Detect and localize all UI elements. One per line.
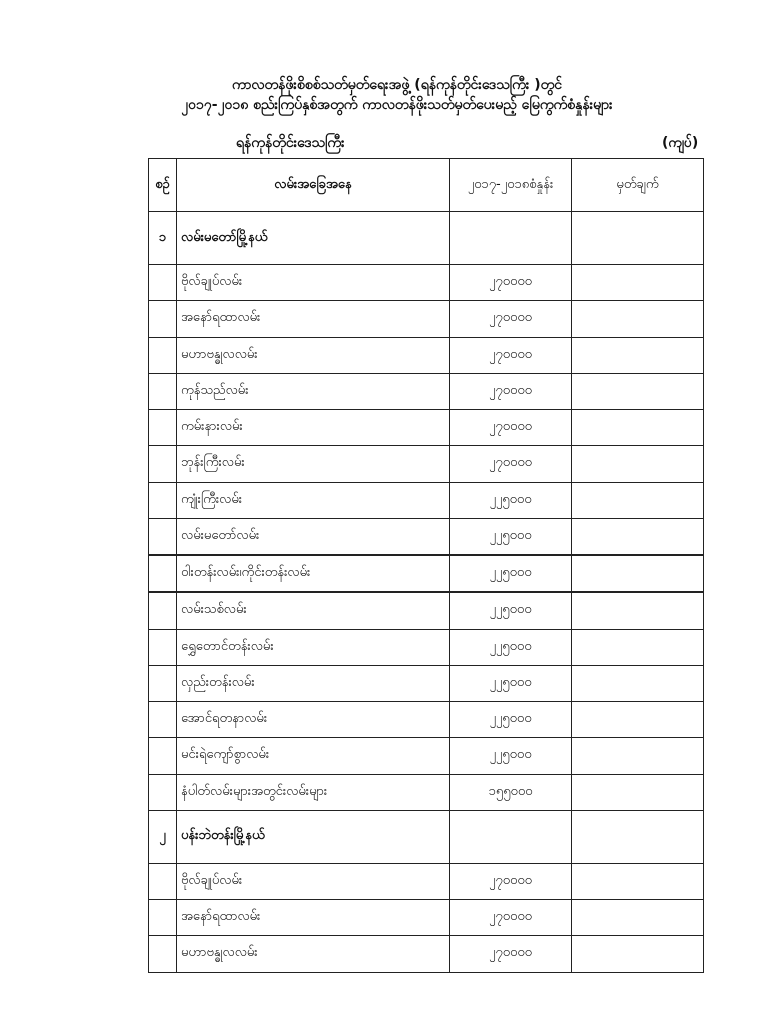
cell-rate: ၂၇၀၀၀၀: [450, 373, 572, 409]
cell-location: နံပါတ်လမ်းများအတွင်းလမ်းများ: [177, 774, 450, 810]
cell-remarks: [572, 629, 704, 665]
table-row: [149, 936, 704, 972]
table-row: [149, 373, 704, 409]
cell-serial: [149, 265, 177, 301]
table-row: [149, 446, 704, 482]
cell-serial: [149, 629, 177, 665]
cell-serial: [149, 518, 177, 555]
cell-rate: ၂၂၅၀၀၀: [450, 665, 572, 701]
cell-rate: ၂၇၀၀၀၀: [450, 337, 572, 373]
column-header-location: လမ်းအခြေအနေ: [177, 159, 450, 212]
cell-serial: [149, 774, 177, 810]
cell-serial: [149, 482, 177, 518]
cell-serial: [149, 863, 177, 899]
cell-rate: ၂၂၅၀၀၀: [450, 482, 572, 518]
cell-location: လမ်းမတော်လမ်း: [177, 518, 450, 555]
cell-serial: [149, 900, 177, 936]
table-row: [149, 265, 704, 301]
cell-rate: ၂၇၀၀၀၀: [450, 301, 572, 337]
section-row: [149, 212, 704, 265]
cell-remarks: [572, 446, 704, 482]
cell-remarks: [572, 301, 704, 337]
table-row: [149, 518, 704, 555]
table-row: [149, 665, 704, 701]
cell-serial: ၁: [149, 212, 177, 265]
cell-rate: ၂၇၀၀၀၀: [450, 410, 572, 446]
cell-rate: [450, 810, 572, 863]
cell-rate: ၂၂၅၀၀၀: [450, 518, 572, 555]
cell-location: လမ်းသစ်လမ်း: [177, 592, 450, 629]
cell-location: ရွှေတောင်တန်းလမ်း: [177, 629, 450, 665]
table-row: [149, 482, 704, 518]
table-row: [149, 592, 704, 629]
cell-remarks: [572, 373, 704, 409]
cell-serial: [149, 665, 177, 701]
cell-serial: [149, 301, 177, 337]
cell-remarks: [572, 482, 704, 518]
cell-location: ကျုံးကြီးလမ်း: [177, 482, 450, 518]
table-row: [149, 702, 704, 738]
table-row: [149, 337, 704, 373]
cell-location: လှည်းတန်းလမ်း: [177, 665, 450, 701]
cell-remarks: [572, 936, 704, 972]
cell-remarks: [572, 265, 704, 301]
region-label: ရန်ကုန်တိုင်းဒေသကြီး: [236, 135, 345, 151]
cell-remarks: [572, 774, 704, 810]
cell-location: ဗိုလ်ချုပ်လမ်း: [177, 863, 450, 899]
cell-location: အနော်ရထာလမ်း: [177, 900, 450, 936]
cell-remarks: [572, 810, 704, 863]
cell-rate: ၂၂၅၀၀၀: [450, 555, 572, 592]
cell-remarks: [572, 410, 704, 446]
currency-unit-label: (ကျပ်): [662, 135, 699, 151]
cell-location: ဗိုလ်ချုပ်လမ်း: [177, 265, 450, 301]
table-row: [149, 629, 704, 665]
table-row: [149, 774, 704, 810]
cell-rate: ၂၇၀၀၀၀: [450, 446, 572, 482]
cell-rate: ၂၂၅၀၀၀: [450, 629, 572, 665]
cell-remarks: [572, 518, 704, 555]
column-header-rate: ၂၀၁၇-၂၀၁၈စံနှုန်း: [450, 159, 572, 212]
cell-location: လမ်းမတော်မြို့နယ်: [177, 212, 450, 265]
table-body: [149, 212, 704, 973]
cell-rate: ၂၂၅၀၀၀: [450, 592, 572, 629]
cell-serial: ၂: [149, 810, 177, 863]
cell-rate: ၂၇၀၀၀၀: [450, 265, 572, 301]
cell-remarks: [572, 212, 704, 265]
cell-serial: [149, 738, 177, 774]
cell-serial: [149, 337, 177, 373]
cell-remarks: [572, 665, 704, 701]
table-row: [149, 301, 704, 337]
cell-location: မဟာဗန္ဓုလလမ်း: [177, 936, 450, 972]
column-header-remarks: မှတ်ချက်: [572, 159, 704, 212]
cell-rate: ၂၇၀၀၀၀: [450, 936, 572, 972]
table-row: [149, 900, 704, 936]
cell-location: ဘုန်းကြီးလမ်း: [177, 446, 450, 482]
cell-location: ကမ်းနားလမ်း: [177, 410, 450, 446]
cell-location: အနော်ရထာလမ်း: [177, 301, 450, 337]
cell-location: ပန်းဘဲတန်းမြို့နယ်: [177, 810, 450, 863]
cell-serial: [149, 702, 177, 738]
table-row: [149, 738, 704, 774]
cell-rate: ၂၇၀၀၀၀: [450, 863, 572, 899]
cell-serial: [149, 410, 177, 446]
cell-rate: ၂၂၅၀၀၀: [450, 738, 572, 774]
table-header-row: [149, 159, 704, 212]
land-value-table: [148, 158, 704, 973]
cell-remarks: [572, 702, 704, 738]
cell-serial: [149, 373, 177, 409]
section-row: [149, 810, 704, 863]
document-title-line-1: ကာလတန်ဖိုးစိစစ်သတ်မှတ်ရေးအဖွဲ့ (ရန်ကုန်တိုင်းဒေသကြီး )တွင်: [231, 77, 563, 93]
cell-rate: ၁၅၅၀၀၀: [450, 774, 572, 810]
cell-location: မဟာဗန္ဓုလလမ်း: [177, 337, 450, 373]
cell-remarks: [572, 555, 704, 592]
cell-location: ကုန်သည်လမ်း: [177, 373, 450, 409]
cell-rate: ၂၇၀၀၀၀: [450, 900, 572, 936]
cell-rate: ၂၂၅၀၀၀: [450, 702, 572, 738]
cell-serial: [149, 592, 177, 629]
table-row: [149, 410, 704, 446]
cell-remarks: [572, 592, 704, 629]
cell-serial: [149, 936, 177, 972]
cell-location: အောင်ရတနာလမ်း: [177, 702, 450, 738]
cell-serial: [149, 555, 177, 592]
cell-remarks: [572, 337, 704, 373]
cell-serial: [149, 446, 177, 482]
cell-rate: [450, 212, 572, 265]
table-row: [149, 555, 704, 592]
table-row: [149, 863, 704, 899]
cell-remarks: [572, 738, 704, 774]
cell-location: မင်းရဲကျော်စွာလမ်း: [177, 738, 450, 774]
column-header-serial: စဉ်: [149, 159, 177, 212]
document-title-line-2: ၂၀၁၇-၂၀၁၈ စည်းကြပ်နှစ်အတွက် ကာလတန်ဖိုးသတ်မှတ်ပေးမည့် မြေကွက်စံနှုန်းများ: [181, 97, 613, 113]
cell-remarks: [572, 863, 704, 899]
cell-location: ဝါးတန်းလမ်း၊ကိုင်းတန်းလမ်း: [177, 555, 450, 592]
cell-remarks: [572, 900, 704, 936]
